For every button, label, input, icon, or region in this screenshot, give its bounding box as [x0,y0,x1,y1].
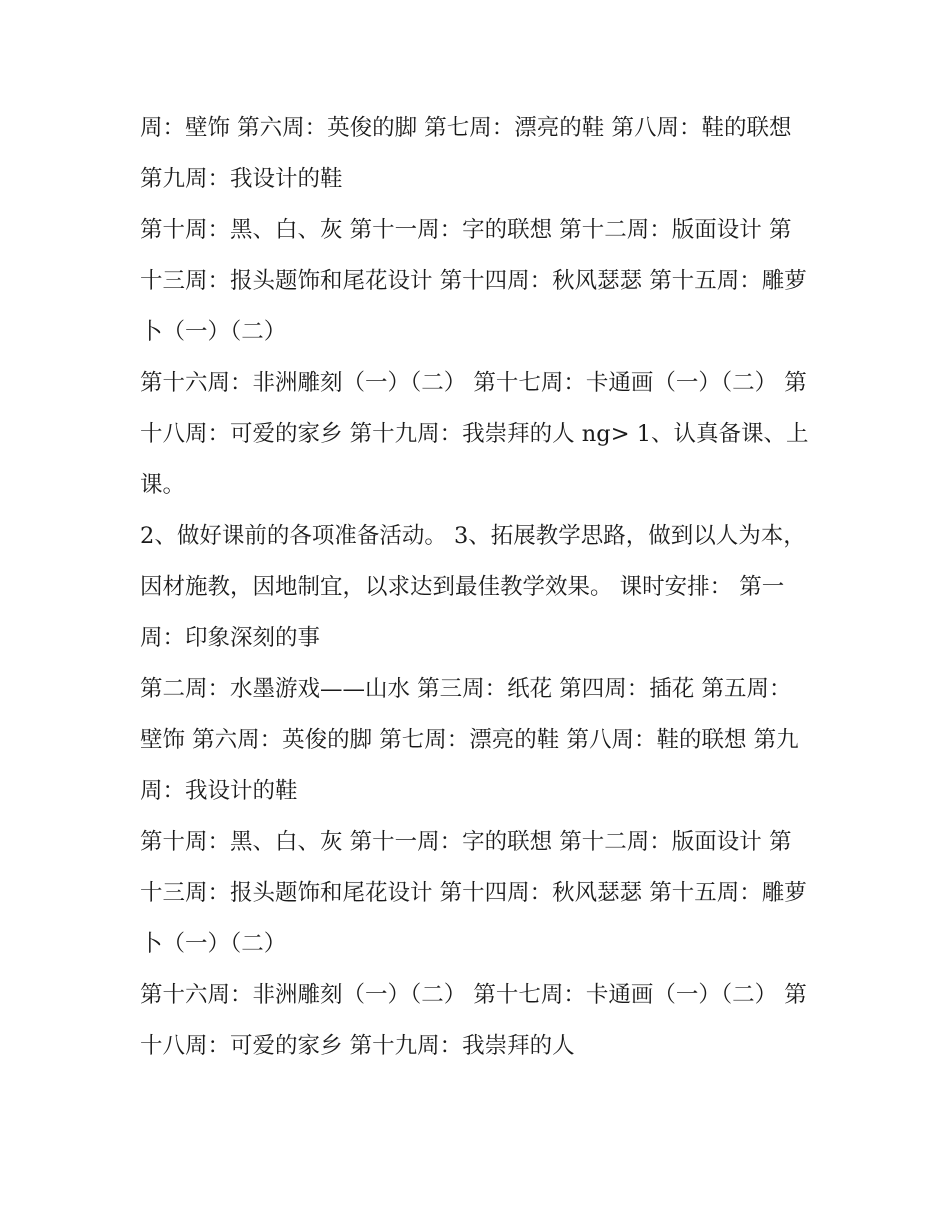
paragraph: 第十六周：非洲雕刻（一）（二） 第十七周：卡通画（一）（二） 第十八周：可爱的家乡 第十九周：我崇拜的人 [140,982,807,1059]
paragraph: 周：壁饰 第六周：英俊的脚 第七周：漂亮的鞋 第八周：鞋的联想 第九周：我设计的鞋 [140,115,792,192]
document-body [140,103,812,1072]
paragraph: 2、做好课前的各项准备活动。 3、拓展教学思路，做到以人为本，因材施教，因地制宜，以求达到最佳教学效果。 课时安排： 第一周：印象深刻的事 [140,523,806,651]
paragraph: 第二周：水墨游戏——山水 第三周：纸花 第四周：插花 第五周：壁饰 第六周：英俊的脚 第七周：漂亮的鞋 第八周：鞋的联想 第九周：我设计的鞋 [140,676,799,804]
paragraph: 第十周：黑、白、灰 第十一周：字的联想 第十二周：版面设计 第十三周：报头题饰和尾花设计 第十四周：秋风瑟瑟 第十五周：雕萝卜（一）（二） [140,829,807,957]
paragraph: 第十六周：非洲雕刻（一）（二） 第十七周：卡通画（一）（二） 第十八周：可爱的家乡 第十九周：我崇拜的人 ng> 1、认真备课、上课。 [140,370,809,498]
paragraph: 第十周：黑、白、灰 第十一周：字的联想 第十二周：版面设计 第十三周：报头题饰和尾花设计 第十四周：秋风瑟瑟 第十五周：雕萝卜（一）（二） [140,217,807,345]
